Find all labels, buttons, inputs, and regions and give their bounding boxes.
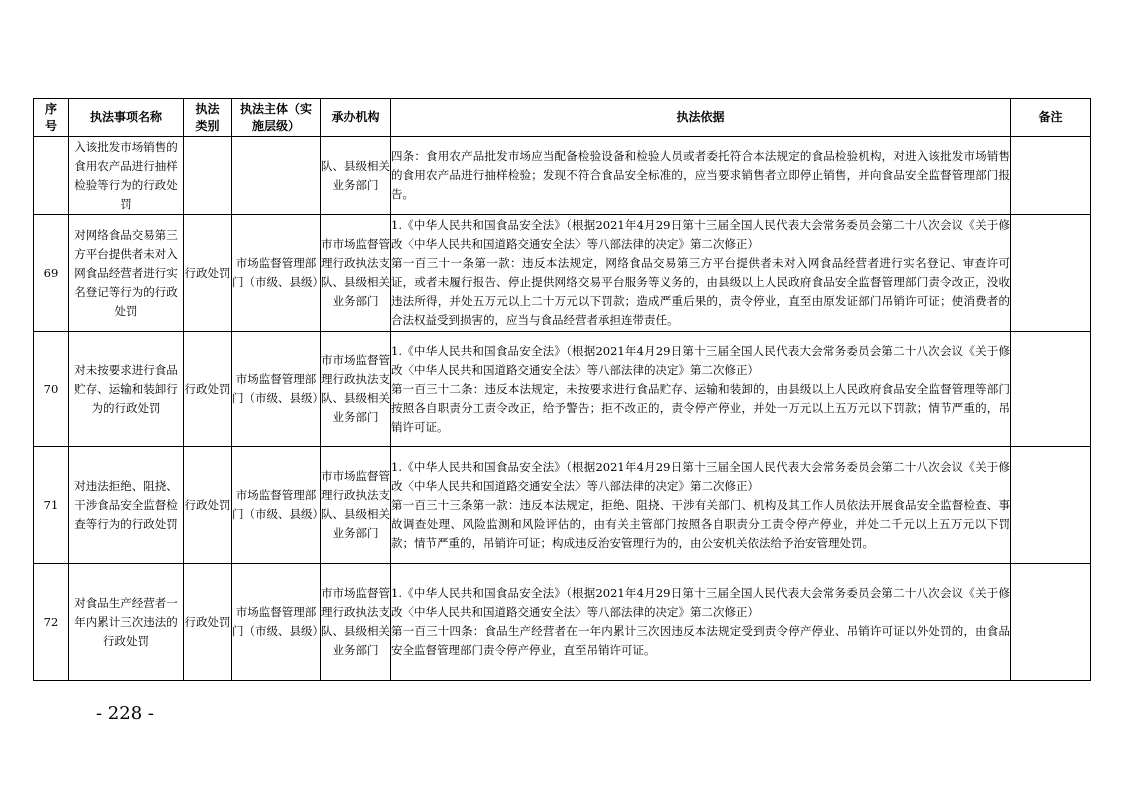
basis-article: 第一百三十一条第一款：违反本法规定，网络食品交易第三方平台提供者未对入网食品经营者进行实名登记、审查许可证，或者未履行报告、停止提供网络交易平台服务等义务的，由县级以上人民政府食品安全监督管理部门责令改正，没收违法所得，并处五万元以上二十万元以下罚款；造成严重后果的，责令停业，直至由原发证部门吊销许可证；使消费者的合法权益受到损害的，应当与食品经营者承担连带责任。 [391, 256, 1010, 327]
row-number [34, 137, 69, 215]
handling-dept: 市市场监督管理行政执法支队、县级相关业务部门 [321, 215, 391, 332]
basis-law-title: 1.《中华人民共和国食品安全法》（根据2021年4月29日第十三届全国人民代表大会常务委员会第二十八次会议《关于修改〈中华人民共和国道路交通安全法〉等八部法律的决定》第二次修正） [391, 218, 1010, 251]
handling-dept: 市市场监督管理行政执法支队、县级相关业务部门 [321, 447, 391, 564]
header-name: 执法事项名称 [69, 99, 184, 137]
header-org: 执法主体（实施层级） [232, 99, 321, 137]
legal-basis [391, 137, 1011, 215]
enforcement-body [232, 137, 321, 215]
row-number: 70 [34, 332, 69, 447]
header-dept: 承办机构 [321, 99, 391, 137]
basis-law-title: 1.《中华人民共和国食品安全法》（根据2021年4月29日第十三届全国人民代表大会常务委员会第二十八次会议《关于修改〈中华人民共和国道路交通安全法〉等八部法律的决定》第二次修正） [391, 459, 1010, 493]
item-name: 对食品生产经营者一年内累计三次违法的行政处罚 [69, 564, 184, 681]
enforcement-type: 行政处罚 [184, 447, 232, 564]
legal-basis [391, 332, 1011, 447]
basis-article: 第一百三十二条：违反本法规定，未按要求进行食品贮存、运输和装卸的，由县级以上人民政府食品安全监督管理等部门按照各自职责分工责令改正，给予警告；拒不改正的，责令停产停业，并处一万元以上五万元以下罚款；情节严重的，吊销许可证。 [391, 381, 1010, 434]
page-number: - 228 - [96, 703, 154, 724]
remark [1011, 215, 1091, 332]
handling-dept: 市市场监督管理行政执法支队、县级相关业务部门 [321, 332, 391, 447]
row-number: 71 [34, 447, 69, 564]
remark [1011, 137, 1091, 215]
enforcement-body: 市场监督管理部门（市级、县级） [232, 332, 321, 447]
basis-article: 第一百三十四条：食品生产经营者在一年内累计三次因违反本法规定受到责令停产停业、吊销许可证以外处罚的，由食品安全监督管理部门责令停产停业，直至吊销许可证。 [391, 624, 1010, 657]
enforcement-type [184, 137, 232, 215]
enforcement-type: 行政处罚 [184, 564, 232, 681]
basis-text: 四条：食用农产品批发市场应当配备检验设备和检验人员或者委托符合本法规定的食品检验机构，对进入该批发市场销售的食用农产品进行抽样检验；发现不符合食品安全标准的，应当要求销售者立即停止销售，并向食品安全监督管理部门报告。 [391, 149, 1010, 201]
legal-basis [391, 564, 1011, 681]
enforcement-type: 行政处罚 [184, 215, 232, 332]
item-name: 对未按要求进行食品贮存、运输和装卸行为的行政处罚 [69, 332, 184, 447]
table-row [34, 564, 1091, 681]
basis-law-title: 1.《中华人民共和国食品安全法》（根据2021年4月29日第十三届全国人民代表大会常务委员会第二十八次会议《关于修改〈中华人民共和国道路交通安全法〉等八部法律的决定》第二次修正） [391, 343, 1010, 377]
legal-basis [391, 215, 1011, 332]
item-name: 对违法拒绝、阻挠、干涉食品安全监督检查等行为的行政处罚 [69, 447, 184, 564]
remark [1011, 447, 1091, 564]
table-row [34, 447, 1091, 564]
item-name: 对网络食品交易第三方平台提供者未对入网食品经营者进行实名登记等行为的行政处罚 [69, 215, 184, 332]
row-number: 72 [34, 564, 69, 681]
header-remark: 备注 [1011, 99, 1091, 137]
header-basis: 执法依据 [391, 99, 1011, 137]
table-row [34, 332, 1091, 447]
enforcement-body: 市场监督管理部门（市级、县级） [232, 447, 321, 564]
remark [1011, 564, 1091, 681]
table-row [34, 137, 1091, 215]
remark [1011, 332, 1091, 447]
enforcement-type: 行政处罚 [184, 332, 232, 447]
basis-law-title: 1.《中华人民共和国食品安全法》（根据2021年4月29日第十三届全国人民代表大会常务委员会第二十八次会议《关于修改〈中华人民共和国道路交通安全法〉等八部法律的决定》第二次修正） [391, 586, 1010, 619]
item-name: 入该批发市场销售的食用农产品进行抽样检验等行为的行政处罚 [69, 137, 184, 215]
header-num: 序号 [34, 99, 69, 137]
enforcement-body: 市场监督管理部门（市级、县级） [232, 215, 321, 332]
table-header-row [34, 99, 1091, 137]
enforcement-body: 市场监督管理部门（市级、县级） [232, 564, 321, 681]
handling-dept: 队、县级相关业务部门 [321, 137, 391, 215]
legal-basis [391, 447, 1011, 564]
basis-article: 第一百三十三条第一款：违反本法规定，拒绝、阻挠、干涉有关部门、机构及其工作人员依法开展食品安全监督检查、事故调查处理、风险监测和风险评估的，由有关主管部门按照各自职责分工责令停产停业，并处二千元以上五万元以下罚款；情节严重的，吊销许可证；构成违反治安管理行为的，由公安机关依法给予治安管理处罚。 [391, 497, 1010, 550]
table-row [34, 215, 1091, 332]
enforcement-table [33, 98, 1091, 681]
header-type: 执法类别 [184, 99, 232, 137]
row-number: 69 [34, 215, 69, 332]
handling-dept: 市市场监督管理行政执法支队、县级相关业务部门 [321, 564, 391, 681]
